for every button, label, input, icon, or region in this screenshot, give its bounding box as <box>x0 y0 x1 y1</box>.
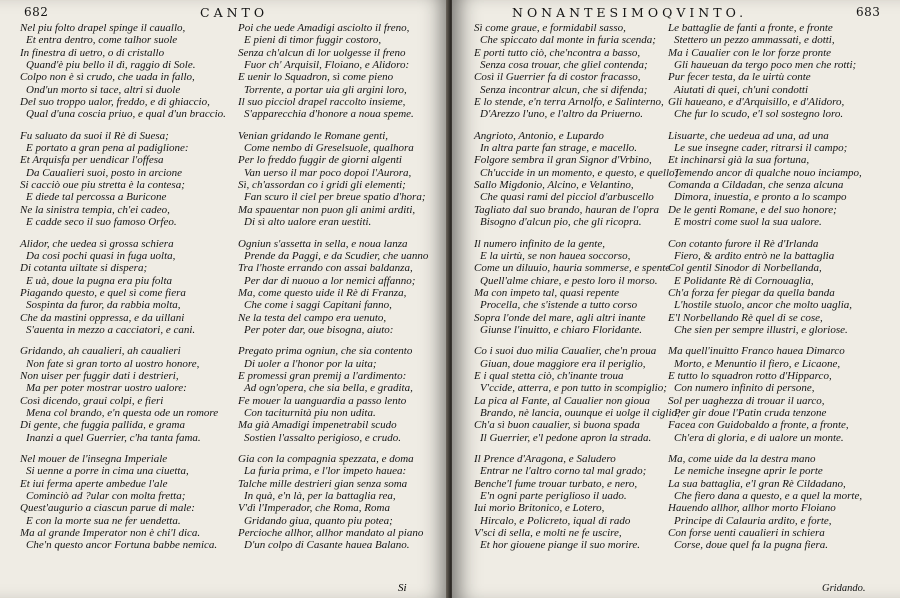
stanza <box>668 130 862 229</box>
verse-line: Corse, doue quel fa la pugna fiera. <box>674 539 828 552</box>
verse-line: Di cotanta uiltate si dispera; <box>20 262 148 275</box>
verse-line: Che da mastini oppressa, e da uillani <box>20 311 185 324</box>
verse-line: Gia con la compagnia spezzata, e doma <box>238 453 414 465</box>
verse-line: Ch'era di gloria, e di ualore un monte. <box>674 431 844 444</box>
verse-line: Ma al grande Imperator non è chi'l dica. <box>20 527 201 540</box>
verse-line: Giunse l'inuitto, e chiaro Floridante. <box>480 323 643 336</box>
verse-line: Col gentil Sinodor di Norbellanda, <box>668 262 822 275</box>
verse-line: Ma quell'inuitto Franco hauea Dimarco <box>668 345 845 358</box>
verse-line: Morto, e Menuntio il fiero, e Licaone, <box>674 357 841 370</box>
verse-line: Comanda a Cildadan, che senza alcuna <box>668 179 844 192</box>
verse-line: La sua battaglia, e'l gran Rè Cildadano, <box>668 477 846 490</box>
verse-line: Ma spauentar non puon gli animi arditi, <box>238 203 416 216</box>
verse-line: Si cacciò oue piu stretta è la contesa; <box>20 179 185 192</box>
verse-line: D'Arezzo l'uno, e l'altro da Priuerno. <box>480 108 643 121</box>
verse-line: E diede tal percossa a Buricone <box>26 191 167 204</box>
verse-line: V'sci di sella, e molti ne fe uscire, <box>474 527 622 540</box>
verse-line: Per poter dar, oue bisogna, aiuto: <box>244 323 394 336</box>
verse-line: Qual d'una coscia priuo, e qual d'un braccio. <box>26 108 226 121</box>
verse-line: Facea con Guidobaldo a fronte, a fronte, <box>668 419 849 432</box>
verse-line: Fiero, & ardito entrò ne la battaglia <box>674 249 835 262</box>
verse-line: Come un diluuio, hauria sommerse, e spente <box>474 262 671 275</box>
verse-line: E porti tutto ciò, che'ncontra a basso, <box>474 46 641 59</box>
verse-line: E Polidante Rè di Cornouaglia, <box>674 274 814 287</box>
verse-line: Quell'alme chiare, e pesto loro il morso. <box>480 274 658 287</box>
verse-line: E mostri come suol la sua ualore. <box>674 216 822 229</box>
verse-line: Che'n questo ancor Fortuna babbe nemica. <box>26 539 218 552</box>
verse-line: Et hor giouene piange il suo morire. <box>480 539 640 552</box>
verse-line: Aiutati di quei, ch'uni condotti <box>674 83 809 96</box>
verse-line: Come nembo di Greselsuole, qualhora <box>244 142 414 155</box>
verse-line: Benche'l fume trouar turbato, e nero, <box>474 477 638 490</box>
verse-line: Angrioto, Antonio, e Lupardo <box>474 129 604 142</box>
verse-line: La pica al Fante, al Caualier non gioua <box>474 394 650 407</box>
verse-line: Con cotanto furore il Rè d'Irlanda <box>668 237 819 250</box>
verse-line: Ad ogn'opera, che sia bella, e gradita, <box>244 382 413 395</box>
verse-line: Gridando giua, quanto piu potea; <box>244 514 393 527</box>
stanza <box>474 130 681 229</box>
verse-line: Tra l'hoste errando con assai baldanza, <box>238 262 413 275</box>
verse-line: Sì come graue, e formidabil sasso, <box>474 22 626 34</box>
stanza <box>474 345 681 444</box>
verse-line: Nel piu folto drapel spinge il cauallo, <box>20 22 186 34</box>
verse-line: Inanzi a quel Guerrier, c'ha tanta fama. <box>26 431 201 444</box>
verse-line: Per dar di nuouo a lor nemici affanno; <box>244 274 416 287</box>
stanza <box>474 453 681 552</box>
verse-line: E uenir lo Squadron, sì come pieno <box>238 71 394 84</box>
verse-line: L'hostile stuolo, ancor che molto uaglia, <box>674 299 853 312</box>
verse-line: Del suo troppo ualor, freddo, e di ghiaccio, <box>20 96 210 109</box>
verse-line: Che sien per sempre illustri, e gloriose. <box>674 323 848 336</box>
verse-line: Con taciturnità piu non udita. <box>244 406 376 419</box>
stanza <box>238 345 428 444</box>
verse-line: Ma, come questo uide il Rè di Franza, <box>238 286 407 299</box>
verse-line: Le nemiche insegne aprir le porte <box>674 465 823 478</box>
verse-line: E tutto lo squadron rotto d'Hipparco, <box>668 369 832 382</box>
verse-line: Folgore sembra il gran Signor d'Vrbino, <box>474 154 652 167</box>
verse-line: E cadde seco il suo famoso Orfeo. <box>26 216 177 229</box>
catchword: Gridando. <box>822 583 866 594</box>
verse-line: S'apparecchia d'honore a noua speme. <box>244 108 414 121</box>
verse-line: Ma, come uide da la destra mano <box>668 453 816 465</box>
verse-line: Da Caualieri suoi, posto in arcione <box>26 166 183 179</box>
verse-line: Quest'augurio a ciascun parue di male: <box>20 502 195 515</box>
verse-line: E'n ogni parte periglioso il uado. <box>480 490 627 503</box>
verse-line: Mena col brando, e'n questa ode un romore <box>26 406 219 419</box>
verse-line: E lo stende, e'n terra Arnolfo, e Salinterno, <box>474 96 664 109</box>
right-column-1 <box>474 22 681 561</box>
verse-line: Tagliato dal suo brando, hauran de l'opra <box>474 203 659 216</box>
verse-line: Fu saluato da suoi il Rè di Suesa; <box>20 129 169 142</box>
verse-line: E i qual stetta ciò, ch'inante troua <box>474 369 624 382</box>
left-page <box>0 0 449 598</box>
verse-line: Da cosi pochi quasi in fuga uolta, <box>26 249 176 262</box>
verse-line: Et entra dentro, come talhor suole <box>26 34 178 47</box>
verse-line: Che fur lo scudo, e'l sol sostegno loro. <box>674 108 844 121</box>
verse-line: Procella, che s'istende a tutto corso <box>480 299 638 312</box>
verse-line: Lisuarte, che uedeua ad una, ad una <box>668 129 829 142</box>
verse-line: Ch'uccide in un momento, e questo, e quello; <box>480 166 679 179</box>
right-folio: 683 <box>856 5 881 19</box>
verse-line: Et inchinarsi già la sua fortuna, <box>668 154 810 167</box>
stanza <box>20 22 226 121</box>
verse-line: Ma con impeto tal, quasi repente <box>474 286 620 299</box>
verse-line: Hauendo allhor, allhor morto Floiano <box>668 502 836 515</box>
verse-line: Van uerso il mar poco dopoi l'Aurora, <box>244 166 412 179</box>
verse-line: Si uenne a porre in cima una ciuetta, <box>26 465 189 478</box>
verse-line: Pregato prima ogniun, che sia contento <box>238 345 413 358</box>
verse-line: V'dì l'Imperador, che Roma, Roma <box>238 502 390 515</box>
verse-line: Così dicendo, graui colpi, e fieri <box>20 394 164 407</box>
stanza <box>668 345 862 444</box>
stanza <box>474 238 681 337</box>
verse-line: Co i suoi duo milia Caualier, che'n proua <box>474 345 657 358</box>
verse-line: E promessi gran premij a l'ardimento: <box>238 369 407 382</box>
verse-line: Che spiccato dal monte in furia scenda; <box>480 34 656 47</box>
verse-line: Sol per uaghezza di trouar il uarco, <box>668 394 825 407</box>
verse-line: Non fate sì gran torto al uostro honore, <box>26 357 200 370</box>
left-column-1 <box>20 22 226 561</box>
verse-line: E la uirtù, se non hauea soccorso, <box>480 249 631 262</box>
verse-line: E uà, doue la pugna era piu folta <box>26 274 173 287</box>
verse-line: Senza cosa trouar, che gliel contenda; <box>480 59 648 72</box>
verse-line: Ne la sinistra tempia, ch'ei cadeo, <box>20 203 170 216</box>
verse-line: Gli haueuan da tergo poco men che rotti; <box>674 59 857 72</box>
verse-line: Ch'a forza fer piegar da quella banda <box>668 286 835 299</box>
right-page <box>452 0 900 598</box>
verse-line: Giuan, doue maggiore era il periglio, <box>480 357 646 370</box>
verse-line: Piagando questo, e quel sì come fiera <box>20 286 186 299</box>
verse-line: Percioche allhor, allhor mandato al piano <box>238 527 424 540</box>
verse-line: Che fiero dana a questo, e a quel la morte, <box>674 490 863 503</box>
verse-line: De le genti Romane, e del suo honore; <box>668 203 837 216</box>
verse-line: Ne la testa del campo era uenuto, <box>238 311 387 324</box>
verse-line: E'l Norbellando Rè quel di se cose, <box>668 311 823 324</box>
verse-line: Il Guerrier, e'l pedone apron la strada. <box>480 431 652 444</box>
verse-line: Il Prence d'Aragona, e Saludero <box>474 453 616 465</box>
verse-line: Principe di Calauria ardito, e forte, <box>674 514 832 527</box>
verse-line: Di uoler a l'honor por la uita; <box>244 357 377 370</box>
verse-line: Di gente, che fuggia pallida, e grama <box>20 419 185 432</box>
verse-line: La furia prima, e l'lor impeto hauea: <box>244 465 407 478</box>
verse-line: V'ccide, atterra, e pon tutto in scompiglio; <box>480 382 667 395</box>
verse-line: Poi che uede Amadigi asciolto il freno, <box>238 22 410 34</box>
verse-line: Che come i saggi Capitani fanno, <box>244 299 392 312</box>
verse-line: Bisogno d'alcun pio, che gli ricopra. <box>480 216 642 229</box>
verse-line: Ma i Caualier con le lor forze pronte <box>668 46 832 59</box>
verse-line: Ch'a sì buon caualier, sì buona spada <box>474 419 640 432</box>
verse-line: In altra parte fan strage, e macello. <box>480 142 638 155</box>
verse-line: Di sì alto ualore eran uestiti. <box>244 216 372 229</box>
verse-line: In quà, e'n là, per la battaglia rea, <box>244 490 396 503</box>
verse-line: Le battaglie de fanti a fronte, e fronte <box>668 22 833 34</box>
right-running-head: NONANTESIMOQVINTO. <box>512 5 748 20</box>
verse-line: Fuor ch' Arquisil, Floiano, e Alidoro: <box>244 59 410 72</box>
left-running-head: CANTO <box>200 5 269 20</box>
verse-line: Così il Guerrier fa di costor fracasso, <box>474 71 641 84</box>
verse-line: S'auenta in mezzo a cacciatori, e cani. <box>26 323 196 336</box>
stanza <box>238 22 428 121</box>
stanza <box>20 238 226 337</box>
verse-line: Dimora, inuestia, e pronto a lo scampo <box>674 191 847 204</box>
verse-line: Talche mille destrieri gian senza soma <box>238 477 408 490</box>
verse-line: Fan scuro il ciel per breue spatio d'hora; <box>244 191 426 204</box>
verse-line: Brando, nè lancia, ouunque ei uolge il ciglio; <box>480 406 681 419</box>
verse-line: Quand'è piu bello il dì, raggio di Sole. <box>26 59 196 72</box>
stanza <box>668 238 862 337</box>
verse-line: Per lo freddo fuggir de giorni algenti <box>238 154 402 167</box>
stanza <box>20 453 226 552</box>
right-column-2 <box>668 22 862 561</box>
stanza <box>238 238 428 337</box>
verse-line: Et iui ferma aperte ambedue l'ale <box>20 477 168 490</box>
verse-line: Torrente, a portar uia gli argini loro, <box>244 83 407 96</box>
verse-line: Hircalo, e Policreto, iqual di rado <box>480 514 631 527</box>
verse-line: Et Arquisfa per uendicar l'offesa <box>20 154 164 167</box>
verse-line: Il numero infinito de la gente, <box>474 237 605 250</box>
verse-line: Con forse uenti caualieri in schiera <box>668 527 825 540</box>
stanza <box>474 22 681 121</box>
stanza <box>668 22 862 121</box>
verse-line: Ma già Amadigi impenetrabil scudo <box>238 419 397 432</box>
left-folio: 682 <box>24 5 49 19</box>
verse-line: Ma per poter mostrar uostro ualore: <box>26 382 187 395</box>
verse-line: Prende da Paggi, e da Scudier, che uanno <box>244 249 429 262</box>
verse-line: In finestra di uetro, o di cristallo <box>20 46 165 59</box>
verse-line: Alidor, che uedea sì grossa schiera <box>20 237 174 250</box>
verse-line: Senza ch'alcun di lor uolgesse il freno <box>238 46 406 59</box>
verse-line: Temendo ancor di qualche nouo inciampo, <box>674 166 862 179</box>
stanza <box>238 130 428 229</box>
verse-line: Sallo Migdonio, Alcino, e Velantino, <box>474 179 634 192</box>
verse-line: Il suo picciol drapel raccolto insieme, <box>238 96 406 109</box>
verse-line: Nel mouer de l'insegna Imperiale <box>20 453 168 465</box>
verse-line: Colpo non è sì crudo, che uada in fallo, <box>20 71 195 84</box>
right-header <box>452 5 900 21</box>
verse-line: Stettero un pezzo ammassati, e dotti, <box>674 34 835 47</box>
verse-line: Iui morìo Britonico, e Lotero, <box>474 502 605 515</box>
verse-line: D'un colpo di Casante hauea Balano. <box>244 539 410 552</box>
verse-line: Cominciò ad ?ular con molta fretta; <box>26 490 186 503</box>
verse-line: Venian gridando le Romane genti, <box>238 129 389 142</box>
verse-line: Ond'un morto si tace, altri si duole <box>26 83 181 96</box>
verse-line: Gli haueano, e d'Arquisillo, e d'Alidoro, <box>668 96 845 109</box>
verse-line: Fe mouer la uanguardia a passo lento <box>238 394 407 407</box>
verse-line: Entrar ne l'altro corno tal mal grado; <box>480 465 647 478</box>
verse-line: Per gir doue l'Patin cruda tenzone <box>674 406 827 419</box>
verse-line: E pieni di timor fuggir costoro, <box>244 34 382 47</box>
verse-line: Pur fecer testa, da le uirtù conte <box>668 71 811 84</box>
verse-line: Sostien l'assalto perigioso, e crudo. <box>244 431 401 444</box>
verse-line: Ogniun s'assetta in sella, e noua lanza <box>238 237 408 250</box>
verse-line: Sopra l'onde del mare, agli altri inante <box>474 311 646 324</box>
signature-mark: Si <box>398 582 407 594</box>
verse-line: Con numero infinito di persone, <box>674 382 815 395</box>
verse-line: E portato a gran pena al padiglione: <box>26 142 189 155</box>
verse-line: E con la morte sua ne fer uendetta. <box>26 514 181 527</box>
stanza <box>668 453 862 552</box>
verse-line: Sospinta da furor, da rabbia molta, <box>26 299 181 312</box>
verse-line: Non uiser per fuggir dati i destrieri, <box>20 369 179 382</box>
verse-line: Senza incontrar alcun, che si difenda; <box>480 83 648 96</box>
left-column-2 <box>238 22 428 561</box>
verse-line: Le sue insegne cader, ritrarsi il campo; <box>674 142 848 155</box>
verse-line: Che quasi rami del picciol d'arbuscello <box>480 191 654 204</box>
left-header <box>0 5 449 21</box>
stanza <box>238 453 428 552</box>
verse-line: Sì, ch'assordan co i gridi gli elementi; <box>238 179 406 192</box>
stanza <box>20 130 226 229</box>
verse-line: Gridando, ah caualieri, ah caualieri <box>20 345 181 358</box>
stanza <box>20 345 226 444</box>
